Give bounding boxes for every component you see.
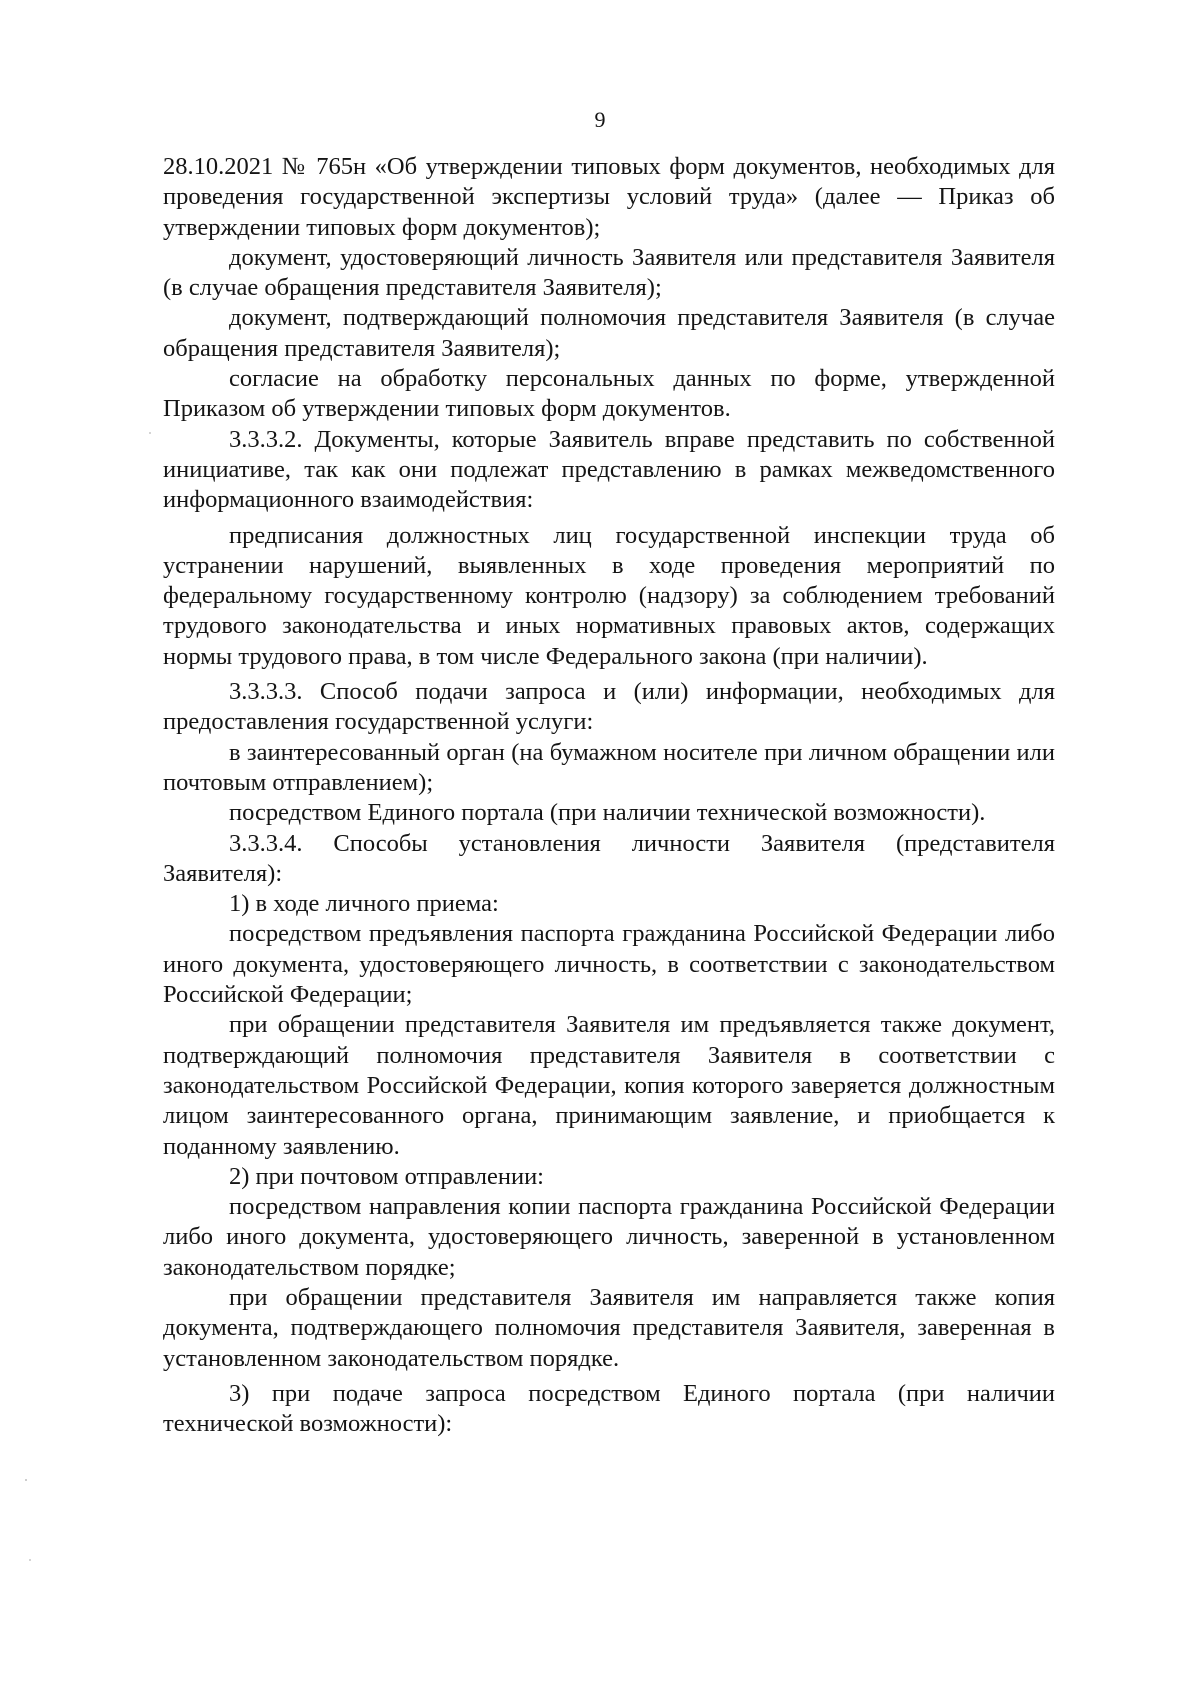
subitem-portal-submission: 3) при подаче запроса посредством Единого портала (при наличии технической возможности): — [163, 1379, 1055, 1438]
paragraph-continuation: 28.10.2021 № 765н «Об утверждении типовых форм документов, необходимых для проведения государственной экспертизы условий труда» (далее — Приказ об утверждении типовых форм документов); — [163, 153, 1055, 241]
clause-3-3-3-2: 3.3.3.2. Документы, которые Заявитель вправе представить по собственной инициативе, так как они подлежат представлению в рамках межведомственного информационного взаимодействия: — [163, 425, 1055, 514]
subitem-postal-sending: 2) при почтовом отправлении: — [229, 1162, 544, 1190]
scan-speck — [25, 1479, 27, 1481]
list-item-passport-presentation: посредством предъявления паспорта гражданина Российской Федерации либо иного документа, удостоверяющего личность, в соответствии с законодательством Российской Федерации; — [163, 920, 1055, 1009]
list-item-personal-data-consent: согласие на обработку персональных данных по форме, утвержденной Приказом об утверждении типовых форм документов. — [163, 365, 1055, 423]
document-body — [163, 152, 1055, 1439]
scan-speck — [29, 1559, 31, 1561]
list-item-representative-copy: при обращении представителя Заявителя им направляется также копия документа, подтверждающего полномочия представителя Заявителя, заверенная в установленном законодательством порядке. — [163, 1283, 1055, 1372]
list-item-submission-portal: посредством Единого портала (при наличии технической возможности). — [229, 799, 986, 827]
subitem-personal-reception: 1) в ходе личного приема: — [229, 890, 499, 918]
list-item-representative-presentation: при обращении представителя Заявителя им предъявляется также документ, подтверждающий полномочия представителя Заявителя в соответствии с законодательством Российской Федерации, копия которого заверяется должностным лицом заинтересованного органа, принимающим заявление, и приобщается к поданному заявлению. — [163, 1011, 1055, 1160]
clause-3-3-3-3: 3.3.3.3. Способ подачи запроса и (или) информации, необходимых для предоставления государственной услуги: — [163, 678, 1055, 736]
list-item-inspection-orders: предписания должностных лиц государственной инспекции труда об устранении нарушений, выявленных в ходе проведения мероприятий по федеральному государственному контролю (надзору) за соблюдением требований трудового законодательства и иных нормативных правовых актов, содержащих нормы трудового права, в том числе Федерального закона (при наличии). — [163, 521, 1055, 670]
page-number: 9 — [594, 107, 606, 132]
list-item-passport-copy: посредством направления копии паспорта гражданина Российской Федерации либо иного документа, удостоверяющего личность, заверенной в установленном законодательством порядке; — [163, 1193, 1055, 1281]
scan-speck — [149, 432, 151, 434]
list-item-submission-paper: в заинтересованный орган (на бумажном носителе при личном обращении или почтовым отправлением); — [163, 738, 1055, 796]
list-item-identity-document: документ, удостоверяющий личность Заявителя или представителя Заявителя (в случае обращения представителя Заявителя); — [163, 243, 1055, 302]
clause-3-3-3-4: 3.3.3.4. Способы установления личности Заявителя (представителя Заявителя): — [163, 829, 1055, 887]
list-item-authority-document: документ, подтверждающий полномочия представителя Заявителя (в случае обращения представителя Заявителя); — [163, 304, 1055, 362]
